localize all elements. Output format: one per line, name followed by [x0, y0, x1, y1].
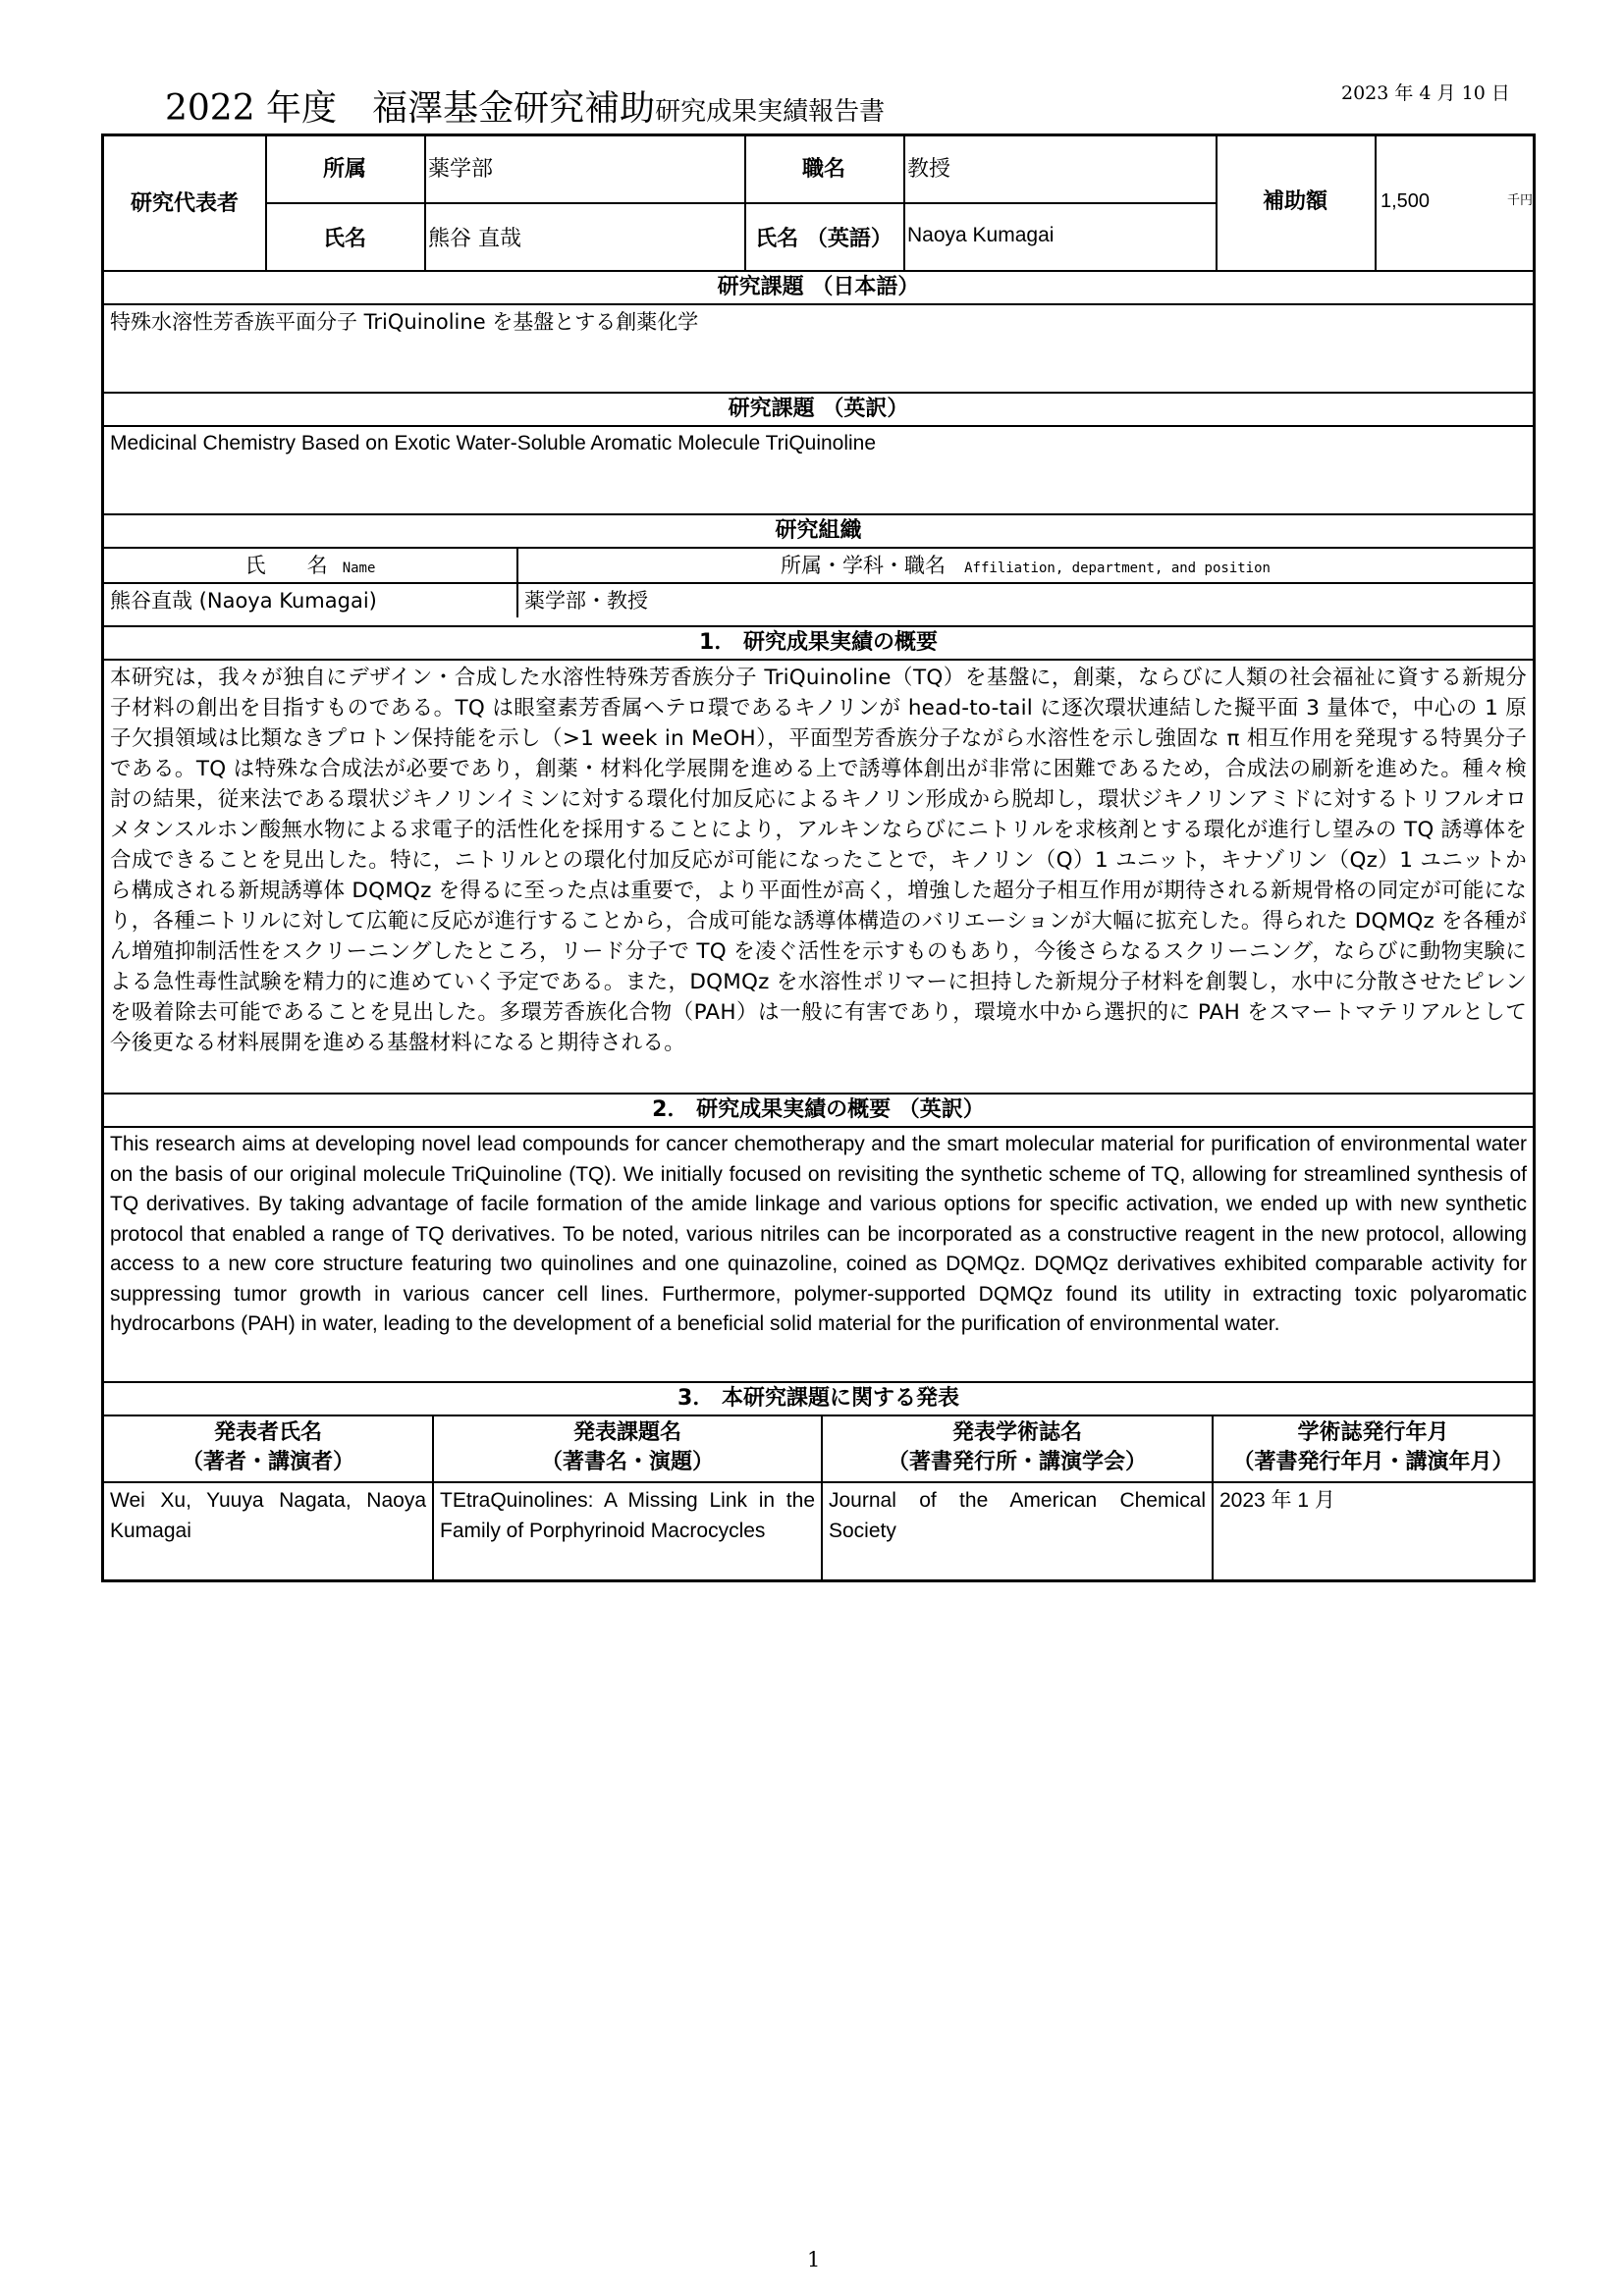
publications-section [104, 1383, 1533, 1579]
grant-label: 補助額 [1262, 189, 1327, 214]
summary-ja-section [104, 627, 1533, 1095]
topic-en-title: 研究課題 （英訳） [104, 394, 1533, 427]
summary-ja-text: 本研究は，我々が独自にデザイン・合成した水溶性特殊芳香族分子 TriQuinoline（TQ）を基盤に，創薬，ならびに人類の社会福祉に資する新規分子材料の創出を目指すものである。TQ は眼窒素芳香属ヘテロ環であるキノリンが head-to-tail に逐次環状連結した擬平面 3 量体で，中心の 1 原子欠損領域は比類なきプロトン保持能を示し（>1 week in MeOH），平面型芳香族分子ながら水溶性を示し強固な π 相互作用を発現する特異分子である。TQ は特殊な合成法が必要であり，創薬・材料化学展開を進める上で誘導体創出が非常に困難であるため，合成法の刷新を進めた。種々検討の結果，従来法である環状ジキノリンイミンに対する環化付加反応によるキノリン形成から脱却し，環状ジキノリンアミドに対するトリフルオロメタンスルホン酸無水物による求電子的活性化を採用することにより，アルキンならびにニトリルを求核剤とする環化が進行し望みの TQ 誘導体を合成できることを見出した。特に，ニトリルとの環化付加反応が可能になったことで，キノリン（Q）1 ユニット，キナゾリン（Qz）1 ユニットから構成される新規誘導体 DQMQz を得るに至った点は重要で，より平面性が高く，増強した超分子相互作用が期待される新規骨格の同定が可能になり，各種ニトリルに対して広範に反応が進行することから，合成可能な誘導体構造のバリエーションが大幅に拡充した。得られた DQMQz を各種がん増殖抑制活性をスクリーニングしたところ，リード分子で TQ を凌ぐ活性を示すものもあり，今後さらなるスクリーニング，ならびに動物実験による急性毒性試験を精力的に進めていく予定である。また，DQMQz を水溶性ポリマーに担持した新規分子材料を創製し，水中に分散させたピレンを吸着除去可能であることを見出した。多環芳香族化合物（PAH）は一般に有害であり，環境水中から選択的に PAH をスマートマテリアルとして今後更なる材料展開を進める基盤材料になると期待される。 [110, 666, 1527, 1055]
grant-unit: 千円 [1506, 193, 1533, 208]
grant-amount: 1,500 [1380, 190, 1431, 212]
summary-ja-title: 1． 研究成果実績の概要 [104, 627, 1533, 661]
publications-title: 3． 本研究課題に関する発表 [104, 1383, 1533, 1416]
org-affiliation-header: 所属・学科・職名 [781, 554, 947, 577]
name-label: 氏名 [322, 227, 366, 251]
affiliation-value: 薬学部 [428, 157, 494, 182]
org-affiliation-header-en: Affiliation, department, and position [964, 561, 1271, 576]
position-label: 職名 [801, 157, 845, 182]
page-title [165, 80, 885, 131]
organization-section [104, 515, 1533, 627]
pub-authors: Wei Xu, Yuuya Nagata, Naoya Kumagai [110, 1489, 426, 1542]
report-date: 2023 年 4 月 10 日 [1341, 82, 1510, 104]
topic-ja-title: 研究課題 （日本語） [104, 272, 1533, 305]
pub-date: 2023 年 1 月 [1219, 1489, 1335, 1512]
pub-header-authors: 発表者氏名 （著者・講演者） [181, 1420, 354, 1474]
publications-header [104, 1416, 1533, 1483]
topic-ja-text: 特殊水溶性芳香族平面分子 TriQuinoline を基盤とする創薬化学 [110, 310, 699, 334]
representative-section [104, 136, 1533, 272]
affiliation-label: 所属 [322, 157, 366, 182]
report-form [101, 133, 1536, 1582]
representative-label: 研究代表者 [130, 191, 239, 216]
organization-title: 研究組織 [104, 515, 1533, 549]
organization-member-row [104, 584, 1533, 617]
organization-header [104, 549, 1533, 584]
page-number: 1 [807, 2248, 821, 2271]
title-report: 研究成果実績報告書 [655, 97, 886, 127]
pub-journal: Journal of the American Chemical Society [829, 1489, 1206, 1542]
topic-en-text: Medicinal Chemistry Based on Exotic Water-Soluble Aromatic Molecule TriQuinoline [110, 432, 877, 454]
title-year: 2022 年度 [165, 88, 338, 129]
pub-header-journal: 発表学術誌名 （著書発行所・講演学会） [887, 1420, 1147, 1474]
topic-en-section [104, 394, 1533, 515]
publication-row [104, 1483, 1533, 1581]
pub-header-title: 発表課題名 （著書名・演題） [540, 1420, 714, 1474]
name-en-value: Naoya Kumagai [907, 224, 1055, 246]
name-en-label: 氏名 （英語） [755, 227, 893, 251]
org-name-header: 氏 名 [244, 554, 328, 577]
position-value: 教授 [907, 157, 951, 182]
summary-en-section [104, 1095, 1533, 1383]
title-fund: 福澤基金研究補助 [372, 88, 656, 129]
pub-header-date: 学術誌発行年月 （著書発行年月・講演年月） [1232, 1420, 1514, 1474]
topic-ja-section [104, 272, 1533, 394]
org-member-affiliation: 薬学部・教授 [524, 589, 648, 613]
org-member-name: 熊谷直哉 (Naoya Kumagai) [110, 589, 377, 613]
name-value: 熊谷 直哉 [428, 227, 521, 251]
pub-title: TEtraQuinolines: A Missing Link in the Family of Porphyrinoid Macrocycles [440, 1489, 815, 1542]
summary-en-text: This research aims at developing novel lead compounds for cancer chemotherapy and the smart molecular material for purification of environmental water on the basis of our original molecule TriQuinoline (TQ). We initially focused on revisiting the synthetic scheme of TQ, allowing for streamlined synthesis of TQ derivatives. By taking advantage of facile formation of the amide linkage and various options for specific activation, we ended up with new synthetic protocol that enabled a range of TQ derivatives. To be noted, various nitriles can be incorporated as a constructive reagent in the new protocol, allowing access to a new core structure featuring two quinolines and one quinazoline, coined as DQMQz. DQMQz derivatives exhibited comparable activity for suppressing tumor growth in various cancer cell lines. Furthermore, polymer-supported DQMQz found its utility in extracting toxic polyaromatic hydrocarbons (PAH) in water, leading to the development of a beneficial solid material for the purification of environmental water. [110, 1133, 1527, 1335]
summary-en-title: 2． 研究成果実績の概要 （英訳） [104, 1095, 1533, 1128]
org-name-header-en: Name [342, 561, 376, 576]
